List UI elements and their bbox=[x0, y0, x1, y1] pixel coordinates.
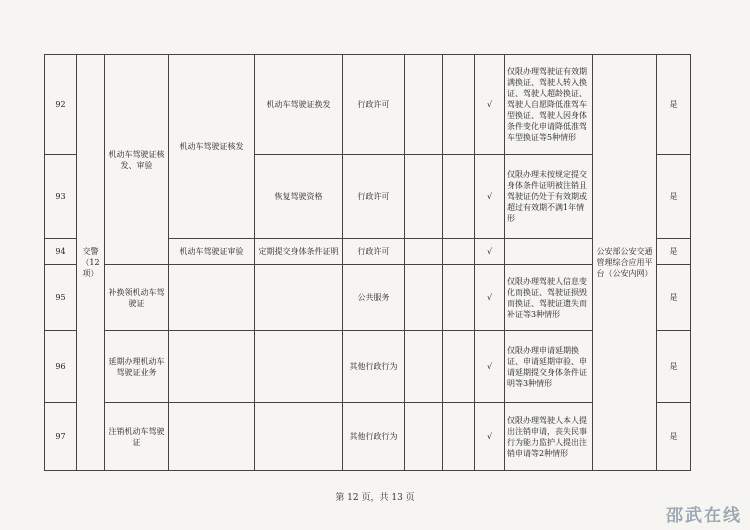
type-cell: 其他行政行为 bbox=[343, 331, 405, 403]
row-number: 97 bbox=[45, 403, 77, 471]
empty-cell bbox=[443, 239, 475, 265]
type-cell: 行政许可 bbox=[343, 55, 405, 155]
yes-cell: 是 bbox=[657, 403, 691, 471]
empty-cell bbox=[405, 55, 443, 155]
check-mark: √ bbox=[475, 155, 505, 239]
empty-cell bbox=[443, 55, 475, 155]
matter-cell bbox=[255, 265, 343, 331]
condition-cell: 仅限办理申请延期换证、申请延期审验、申请延期提交身体条件证明等3种情形 bbox=[505, 331, 593, 403]
type-cell: 行政许可 bbox=[343, 239, 405, 265]
check-mark: √ bbox=[475, 55, 505, 155]
check-mark: √ bbox=[475, 403, 505, 471]
condition-cell: 仅限办理驾驶人信息变化而换证、驾驶证损毁而换证、驾驶证遗失而补证等3种情形 bbox=[505, 265, 593, 331]
empty-cell bbox=[443, 265, 475, 331]
empty-cell bbox=[405, 155, 443, 239]
row-number: 96 bbox=[45, 331, 77, 403]
empty-cell bbox=[405, 403, 443, 471]
empty-cell bbox=[405, 239, 443, 265]
empty-cell bbox=[443, 331, 475, 403]
yes-cell: 是 bbox=[657, 155, 691, 239]
row-number: 93 bbox=[45, 155, 77, 239]
empty-cell bbox=[443, 403, 475, 471]
item-cell: 注销机动车驾驶证 bbox=[105, 403, 169, 471]
matter-cell: 定期提交身体条件证明 bbox=[255, 239, 343, 265]
item-cell: 延期办理机动车驾驶证业务 bbox=[105, 331, 169, 403]
yes-cell: 是 bbox=[657, 239, 691, 265]
empty-cell bbox=[405, 265, 443, 331]
empty-cell bbox=[443, 155, 475, 239]
empty-cell bbox=[169, 331, 255, 403]
department-cell: 交警（12项） bbox=[77, 55, 105, 471]
empty-cell bbox=[169, 265, 255, 331]
item-group-cell: 机动车驾驶证核发、审验 bbox=[105, 55, 169, 265]
row-number: 95 bbox=[45, 265, 77, 331]
check-mark: √ bbox=[475, 331, 505, 403]
page-footer: 第 12 页，共 13 页 bbox=[335, 493, 415, 503]
matter-cell: 恢复驾驶资格 bbox=[255, 155, 343, 239]
check-mark: √ bbox=[475, 265, 505, 331]
yes-cell: 是 bbox=[657, 55, 691, 155]
row-number: 94 bbox=[45, 239, 77, 265]
sub-item-cell: 机动车驾驶证核发 bbox=[169, 55, 255, 239]
matter-cell bbox=[255, 331, 343, 403]
matter-cell bbox=[255, 403, 343, 471]
condition-cell bbox=[505, 239, 593, 265]
sub-item-cell: 机动车驾驶证审验 bbox=[169, 239, 255, 265]
platform-cell: 公安部公安交通管理综合应用平台（公安内网） bbox=[593, 55, 657, 471]
type-cell: 其他行政行为 bbox=[343, 403, 405, 471]
item-cell: 补换领机动车驾驶证 bbox=[105, 265, 169, 331]
condition-cell: 仅限办理驾驶人本人提出注销申请，丧失民事行为能力监护人提出注销申请等2种情形 bbox=[505, 403, 593, 471]
condition-cell: 仅限办理未按规定提交身体条件证明被注销且驾驶证仍处于有效期或超过有效期不满1年情形 bbox=[505, 155, 593, 239]
condition-cell: 仅限办理驾驶证有效期满换证、驾驶人转入换证、驾驶人超龄换证、驾驶人自愿降低准驾车型换证、驾驶人因身体条件变化申请降低准驾车型换证等5种情形 bbox=[505, 55, 593, 155]
services-table bbox=[44, 54, 691, 471]
type-cell: 行政许可 bbox=[343, 155, 405, 239]
empty-cell bbox=[405, 331, 443, 403]
table-row bbox=[45, 55, 691, 155]
type-cell: 公共服务 bbox=[343, 265, 405, 331]
empty-cell bbox=[169, 403, 255, 471]
check-mark: √ bbox=[475, 239, 505, 265]
row-number: 92 bbox=[45, 55, 77, 155]
yes-cell: 是 bbox=[657, 265, 691, 331]
matter-cell: 机动车驾驶证换发 bbox=[255, 55, 343, 155]
yes-cell: 是 bbox=[657, 331, 691, 403]
watermark-logo: 邵武在线 bbox=[666, 506, 742, 526]
